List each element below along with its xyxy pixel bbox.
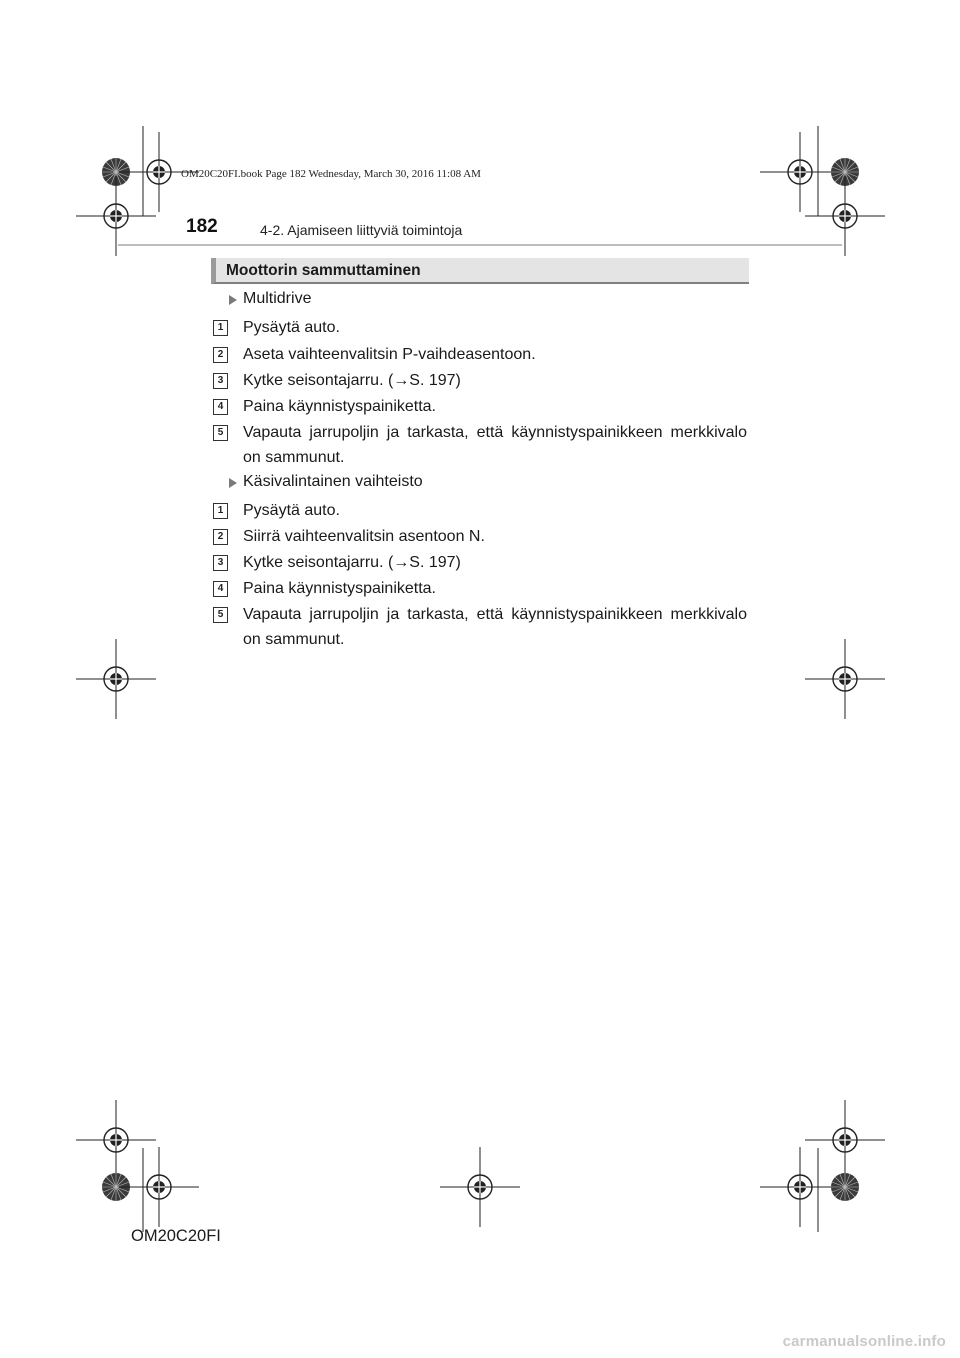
procedure-heading: Käsivalintainen vaihteisto <box>243 473 423 490</box>
step-text: Siirrä vaihteenvalitsin asentoon N. <box>243 528 485 545</box>
step-number: 2 <box>213 347 228 363</box>
section-title: Moottorin sammuttaminen <box>226 262 421 279</box>
step-number: 5 <box>213 425 228 441</box>
step-number: 3 <box>213 373 228 389</box>
step-number: 3 <box>213 555 228 571</box>
step-text: Paina käynnistyspainiketta. <box>243 580 436 597</box>
watermark: carmanualsonline.info <box>782 1333 946 1350</box>
manual-code: OM20C20FI <box>131 1227 221 1245</box>
triangle-bullet-icon <box>229 295 237 305</box>
page-number: 182 <box>186 216 218 237</box>
step-number: 5 <box>213 607 228 623</box>
step-number: 4 <box>213 399 228 415</box>
step-text: Aseta vaihteenvalitsin P-vaihdeasentoon. <box>243 346 536 363</box>
running-head: 4-2. Ajamiseen liittyviä toimintoja <box>260 222 463 238</box>
section-heading-bar <box>211 258 749 284</box>
header-rule <box>118 244 842 246</box>
step-text: Pysäytä auto. <box>243 502 340 519</box>
print-info: OM20C20FI.book Page 182 Wednesday, March 30, 2016 11:08 AM <box>181 168 481 180</box>
triangle-bullet-icon <box>229 478 237 488</box>
step-text: Paina käynnistyspainiketta. <box>243 398 436 415</box>
step-text: Vapauta jarrupoljin ja tarkasta, että käynnistyspainikkeen merkkivalo on sammunut. <box>243 606 747 648</box>
step-number: 1 <box>213 503 228 519</box>
step-text: Kytke seisontajarru. (→S. 197) <box>243 554 461 571</box>
step-text: Vapauta jarrupoljin ja tarkasta, että käynnistyspainikkeen merkkivalo on sammunut. <box>243 424 747 466</box>
step-number: 2 <box>213 529 228 545</box>
step-text: Kytke seisontajarru. (→S. 197) <box>243 372 461 389</box>
step-text: Pysäytä auto. <box>243 319 340 336</box>
procedure-heading: Multidrive <box>243 290 312 307</box>
step-number: 1 <box>213 320 228 336</box>
step-number: 4 <box>213 581 228 597</box>
